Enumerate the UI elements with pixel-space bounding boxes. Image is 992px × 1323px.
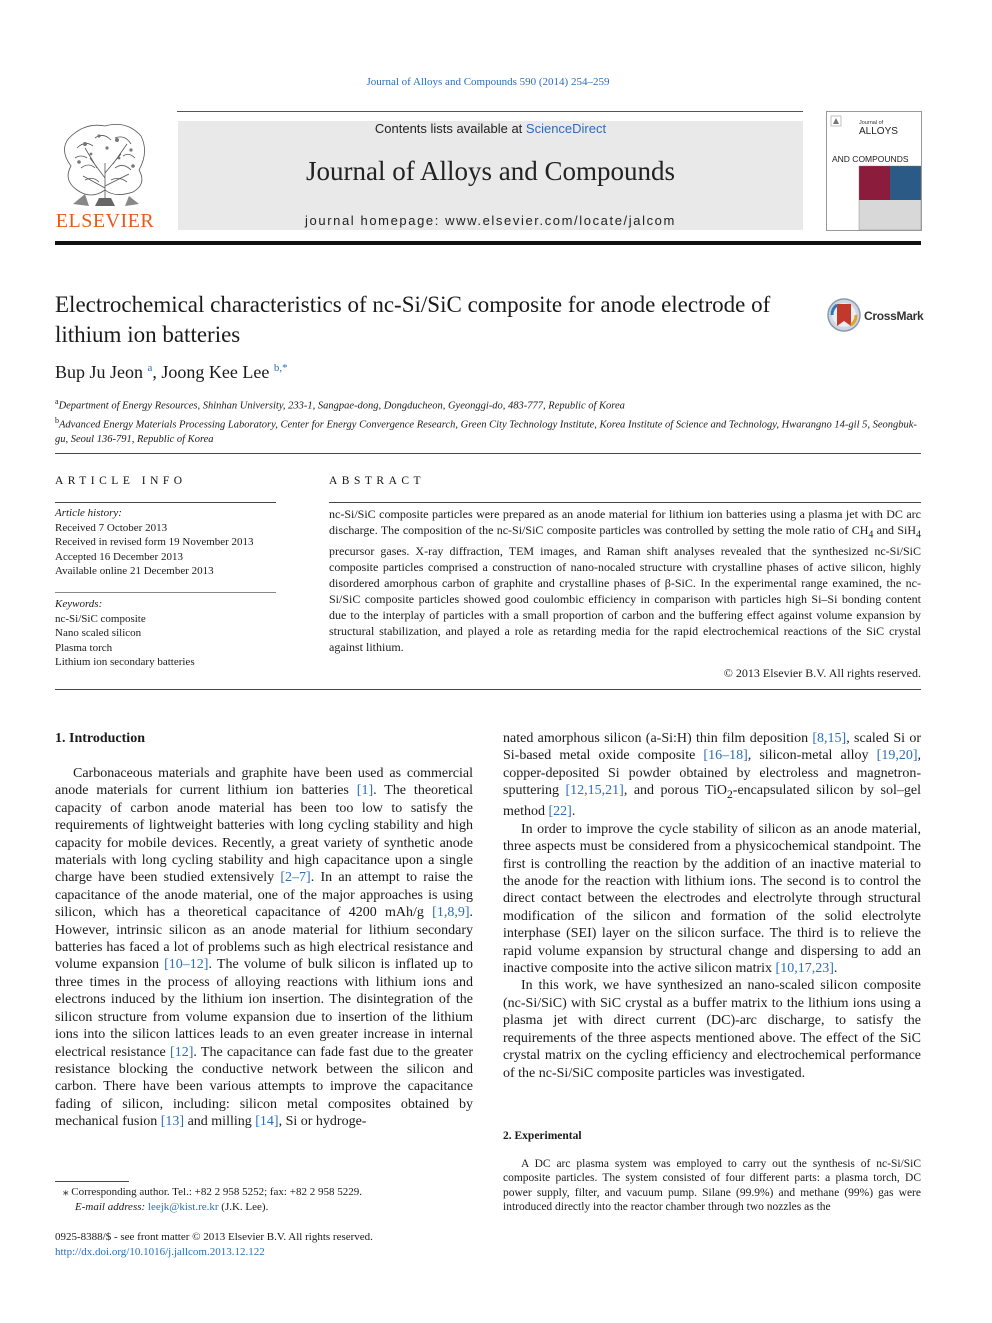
cover-line-1: Journal of: [859, 120, 884, 126]
cover-line-2: ALLOYS: [859, 126, 898, 137]
keyword-item: Lithium ion secondary batteries: [55, 656, 195, 668]
experimental-paragraph: A DC arc plasma system was employed to carry out the synthesis of nc-Si/SiC composite particles. The system consisted of four different parts: a plasma torch, DC power supply, filter, and vacuum pump. Silane (99.9%) and methane (99%) gas were introduced directly into the reactor chamber through two nozzles as the: [503, 1158, 921, 1213]
abstract-heading: ABSTRACT: [329, 475, 426, 487]
history-label: Article history:: [55, 507, 122, 519]
contents-line: [178, 121, 803, 136]
affiliation-rule: [55, 453, 921, 454]
introduction-left-column: [55, 765, 473, 1131]
cover-line-3: AND COMPOUNDS: [832, 154, 909, 164]
introduction-right-column: [503, 730, 921, 1082]
introduction-heading: 1. Introduction: [55, 731, 145, 746]
affiliation-a: [55, 395, 921, 414]
citation-link[interactable]: [12,15,21]: [565, 783, 624, 799]
article-info-heading: ARTICLE INFO: [55, 475, 187, 487]
affiliation-mark: b: [55, 416, 59, 425]
keyword-item: Plasma torch: [55, 641, 113, 654]
abstract-rule: [329, 502, 921, 503]
history-online: Available online 21 December 2013: [55, 565, 214, 577]
issn-block: [55, 1230, 475, 1259]
journal-cover-thumbnail[interactable]: [826, 111, 922, 231]
citation-link[interactable]: [2–7]: [280, 870, 311, 886]
corresponding-author-line: [55, 1185, 475, 1200]
cover-red-block: [859, 166, 890, 200]
citation-link[interactable]: [16–18]: [703, 748, 748, 764]
crossmark-label[interactable]: CrossMark: [864, 309, 924, 323]
introduction-paragraph: In this work, we have synthesized an nano-scaled silicon composite (nc-Si/SiC) with SiC crystal as a buffer matrix to the lithium ions using a plasma jet with direct current (DC)-arc discharge, to satisfy the requirements of the three aspects mentioned above. The effect of the SiC crystal matrix on the cycling efficiency and electrochemical performance of the nc-Si/SiC composite particles was investigated.: [503, 978, 921, 1081]
citation-link[interactable]: [14]: [255, 1114, 279, 1130]
sciencedirect-link[interactable]: ScienceDirect: [525, 121, 607, 136]
corresponding-author-footnote: [55, 1185, 475, 1215]
contents-prefix: Contents lists available at: [374, 121, 526, 136]
issn-line: 0925-8388/$ - see front matter © 2013 Elsevier B.V. All rights reserved.: [55, 1231, 373, 1243]
subscript: 2: [726, 788, 733, 802]
article-info-rule: [55, 502, 276, 503]
citation-link[interactable]: [1]: [356, 783, 374, 799]
introduction-paragraph: Carbonaceous materials and graphite have been used as commercial anode materials for current lithium ion batteries [1]. The theoretical capacity of carbon anode material has been too low to satisfy the requirements of lightweight batteries with long cycling stability and high capacity for mobile devices. Recently, a great variety of synthetic anode materials with long cycling stability and high capacitance upon a single charge have been studied extensively [2–7]. In an attempt to raise the capacitance of the anode material, one of the major approaches is using silicon, which has a theoretical capacitance of 4200 mAh/g [1,8,9]. However, intrinsic silicon as an anode material for lithium secondary batteries has faced a lot of problems such as high electrical resistance and volume expansion [10–12]. The volume of bulk silicon is inflated up to three times in the process of alloying reactions with lithium ions and electrons induced by the lithium ion insertion. The disintegration of the silicon structure from volume expansion due to insertion of the lithium ions into the silicon lattices leads to an even greater increase in internal electrical resistance [12]. The capacitance can fade fast due to the greater resistance blocking the conductive network between the silicon and carbon. There have been various attempts to improve the capacitance fading of silicon, including: silicon metal composites obtained by mechanical fusion [13] and milling [14], Si or hydroge-: [55, 766, 474, 1130]
citation-link[interactable]: [10–12]: [164, 957, 209, 973]
introduction-paragraph: In order to improve the cycle stability of silicon as an anode material, three aspects must be considered from a physicochemical standpoint. The first is controlling the reaction by the addition of an inactive material to the anode for the reaction with lithium ions. The second is to control the direct contact between the electrodes and electrolyte through structural modification of the silicon and formation of the solid electrolyte interphase (SEI) layer on the silicon surface. The third is to relieve the rapid volume expansion by structural change and dispersing to add an inactive composite into the active silicon matrix [10,17,23].: [503, 821, 921, 977]
citation-link[interactable]: [1,8,9]: [432, 905, 470, 921]
crossmark-icon[interactable]: [826, 296, 862, 334]
citation-link[interactable]: [13]: [160, 1114, 185, 1130]
history-accepted: Accepted 16 December 2013: [55, 550, 183, 563]
affiliations: [55, 395, 921, 448]
history-revised: Received in revised form 19 November 2013: [55, 536, 254, 548]
corresponding-author-text: Corresponding author. Tel.: +82 2 958 5252; fax: +82 2 958 5229.: [71, 1186, 362, 1198]
experimental-text: [503, 1157, 921, 1214]
experimental-heading: 2. Experimental: [503, 1130, 582, 1142]
journal-title[interactable]: Journal of Alloys and Compounds: [306, 156, 675, 186]
keyword-item: Nano scaled silicon: [55, 627, 142, 639]
abstract-segment: and SiH: [873, 523, 916, 537]
affiliation-text: Department of Energy Resources, Shinhan University, 233-1, Sangpae-dong, Dongducheon, Gyeonggi-do, 483-777, Republic of Korea: [58, 400, 625, 412]
author-affiliation-mark[interactable]: a: [147, 362, 153, 374]
cover-blue-block: [890, 166, 921, 200]
citation-link[interactable]: [8,15]: [812, 731, 847, 746]
header-thick-rule: [55, 241, 921, 245]
subscript: 4: [916, 529, 921, 541]
author-affiliation-mark[interactable]: b,*: [273, 362, 288, 374]
citation-link[interactable]: [22]: [548, 804, 572, 820]
cover-grey-block: [859, 200, 921, 230]
abstract-segment: nc-Si/SiC composite particles were prepared as an anode material for lithium ion batteries using a plasma jet with DC arc discharge. The composition of the nc-Si/SiC composite particles was controlled by setting the mole ratio of CH: [329, 507, 921, 537]
article-history: [55, 506, 280, 579]
author-list: Bup Ju Jeon $^a$, Joong Kee Lee $^{b,*}$: [55, 362, 288, 382]
footnote-star: ⁎: [63, 1186, 69, 1198]
header-top-rule: [177, 111, 803, 112]
citation-link[interactable]: [12]: [170, 1044, 194, 1060]
journal-reference[interactable]: Journal of Alloys and Compounds 590 (2014) 254–259: [366, 76, 610, 88]
author-name[interactable]: Joong Kee Lee: [161, 362, 270, 382]
copyright-notice: © 2013 Elsevier B.V. All rights reserved.: [723, 666, 921, 680]
email-line: [55, 1200, 475, 1215]
keywords-label: Keywords:: [55, 598, 103, 610]
abstract-text: [329, 506, 921, 655]
history-received: Received 7 October 2013: [55, 521, 168, 534]
subscript: 4: [868, 529, 874, 541]
journal-homepage[interactable]: journal homepage: www.elsevier.com/locate/jalcom: [305, 213, 676, 228]
keyword-item: nc-Si/SiC composite: [55, 612, 146, 625]
abstract-segment: precursor gases. X-ray diffraction, TEM images, and Raman shift analyses revealed that the synthesized nc-Si/SiC composite particles comprised a construction of nano-nocaled structure with crystalline phases of active silicon, highly disordered amorphous carbon of graphite and crystalline phases of β-SiC. In the experimental range examined, the nc-Si/SiC composite particles showed good coulombic efficiency in comparison with particles high Si–Si bonding content due to the interplay of particles with a small proportion of carbon and the buffering effect against volume expansion by structural stabilization, and played a role as retarding media for the rapid electrochemical reactions of the SiC crystal against lithium.: [329, 544, 921, 655]
front-matter-rule: [55, 689, 921, 690]
keywords-rule: [55, 592, 276, 593]
email-link[interactable]: leejk@kist.re.kr: [147, 1201, 219, 1213]
email-label: E-mail address:: [75, 1201, 148, 1213]
introduction-paragraph: nated amorphous silicon (a-Si:H) thin film deposition [8,15], scaled Si or Si-based metal oxide composite [16–18], silicon-metal alloy [19,20], copper-deposited Si powder obtained by electroless and magnetron-sputtering [12,15,21], and porous TiO$_2$-encapsulated silicon by sol–gel method [22].: [503, 731, 921, 820]
citation-link[interactable]: [10,17,23]: [775, 961, 834, 977]
doi-link[interactable]: http://dx.doi.org/10.1016/j.jallcom.2013.12.122: [55, 1245, 265, 1258]
keywords: [55, 597, 280, 670]
author-name[interactable]: Bup Ju Jeon: [55, 362, 144, 382]
article-title: Electrochemical characteristics of nc-Si/SiC composite for anode electrode of lithium ion batteries: [55, 292, 771, 347]
citation-link[interactable]: [19,20]: [876, 748, 918, 764]
affiliation-mark: a: [55, 397, 59, 406]
email-suffix: (J.K. Lee).: [218, 1201, 269, 1213]
affiliation-b: [55, 414, 921, 448]
footnote-rule: [55, 1181, 129, 1182]
affiliation-text: Advanced Energy Materials Processing Laboratory, Center for Energy Convergence Research, Green City Technology Institute, Korea Institute of Science and Technology, Hwarangno 14-gil 5, Seongbuk-gu, Seoul 136-791, Republic of Korea: [55, 419, 917, 445]
elsevier-wordmark: ELSEVIER: [55, 210, 155, 232]
